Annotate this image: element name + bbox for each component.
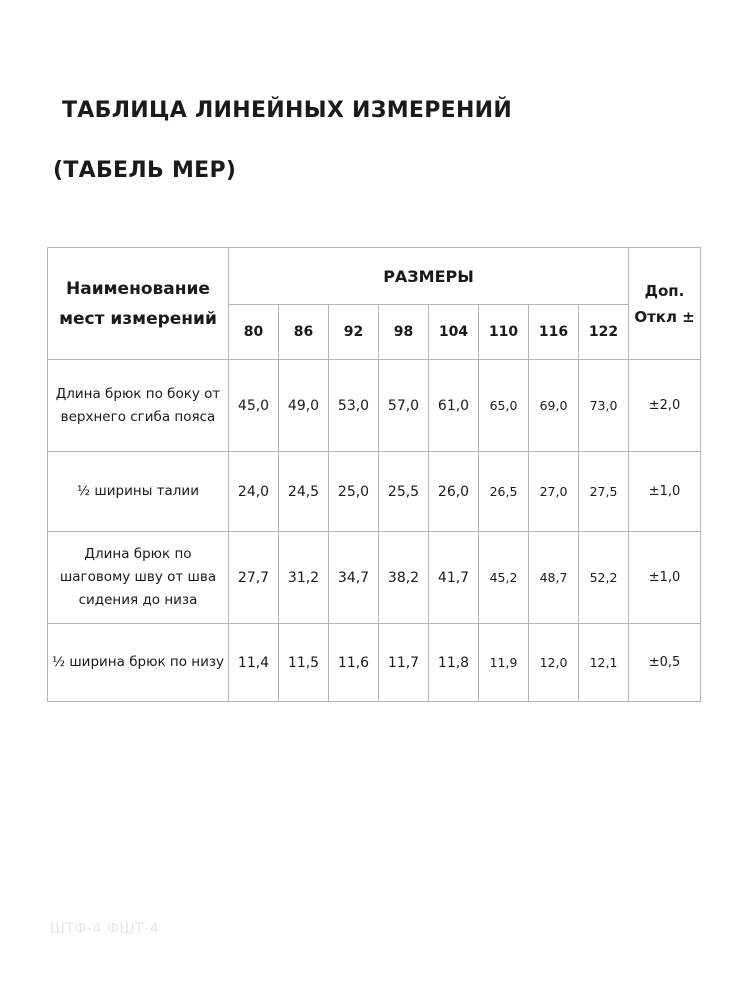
size-column-header: 116 — [529, 305, 579, 360]
row-label: ½ ширина брюк по низу — [48, 624, 229, 702]
table-cell: 11,9 — [479, 624, 529, 702]
table-cell: 25,5 — [379, 452, 429, 532]
deviation-cell: ±2,0 — [629, 360, 701, 452]
deviation-header: Доп. Откл ± — [629, 248, 701, 360]
size-column-header: 98 — [379, 305, 429, 360]
footer-watermark: ШТФ-4 ФШТ-4 — [50, 921, 160, 937]
table-cell: 57,0 — [379, 360, 429, 452]
row-label: Длина брюк по шаговому шву от шва сидения до низа — [48, 532, 229, 624]
page-subtitle: (ТАБЕЛЬ МЕР) — [53, 158, 237, 183]
table-row — [48, 532, 701, 624]
deviation-cell: ±1,0 — [629, 452, 701, 532]
table-cell: 34,7 — [329, 532, 379, 624]
table-header-row — [48, 248, 701, 305]
table-row — [48, 360, 701, 452]
row-label: Длина брюк по боку от верхнего сгиба пояса — [48, 360, 229, 452]
table-cell: 27,5 — [579, 452, 629, 532]
table-cell: 38,2 — [379, 532, 429, 624]
table-cell: 48,7 — [529, 532, 579, 624]
table-cell: 12,1 — [579, 624, 629, 702]
deviation-cell: ±1,0 — [629, 532, 701, 624]
row-label: ½ ширины талии — [48, 452, 229, 532]
table-cell: 61,0 — [429, 360, 479, 452]
measurement-name-header: Наименование мест измерений — [48, 248, 229, 360]
table-row — [48, 624, 701, 702]
table-cell: 45,2 — [479, 532, 529, 624]
table-cell: 11,4 — [229, 624, 279, 702]
table-cell: 31,2 — [279, 532, 329, 624]
table-cell: 65,0 — [479, 360, 529, 452]
table-cell: 24,0 — [229, 452, 279, 532]
page-title: ТАБЛИЦА ЛИНЕЙНЫХ ИЗМЕРЕНИЙ — [62, 98, 513, 123]
deviation-cell: ±0,5 — [629, 624, 701, 702]
table-cell: 11,6 — [329, 624, 379, 702]
size-column-header: 92 — [329, 305, 379, 360]
table-cell: 73,0 — [579, 360, 629, 452]
table-cell: 27,0 — [529, 452, 579, 532]
size-column-header: 80 — [229, 305, 279, 360]
size-column-header: 104 — [429, 305, 479, 360]
measurements-table — [47, 247, 701, 702]
table-cell: 25,0 — [329, 452, 379, 532]
table-row — [48, 452, 701, 532]
size-column-header: 122 — [579, 305, 629, 360]
table-cell: 11,7 — [379, 624, 429, 702]
sizes-header: РАЗМЕРЫ — [229, 248, 629, 305]
table-cell: 49,0 — [279, 360, 329, 452]
table-cell: 53,0 — [329, 360, 379, 452]
table-cell: 69,0 — [529, 360, 579, 452]
table-cell: 11,5 — [279, 624, 329, 702]
table-cell: 45,0 — [229, 360, 279, 452]
table-cell: 52,2 — [579, 532, 629, 624]
table-cell: 26,0 — [429, 452, 479, 532]
table-cell: 24,5 — [279, 452, 329, 532]
table-cell: 27,7 — [229, 532, 279, 624]
size-column-header: 86 — [279, 305, 329, 360]
table-cell: 12,0 — [529, 624, 579, 702]
table-cell: 41,7 — [429, 532, 479, 624]
size-column-header: 110 — [479, 305, 529, 360]
table-cell: 11,8 — [429, 624, 479, 702]
table-cell: 26,5 — [479, 452, 529, 532]
